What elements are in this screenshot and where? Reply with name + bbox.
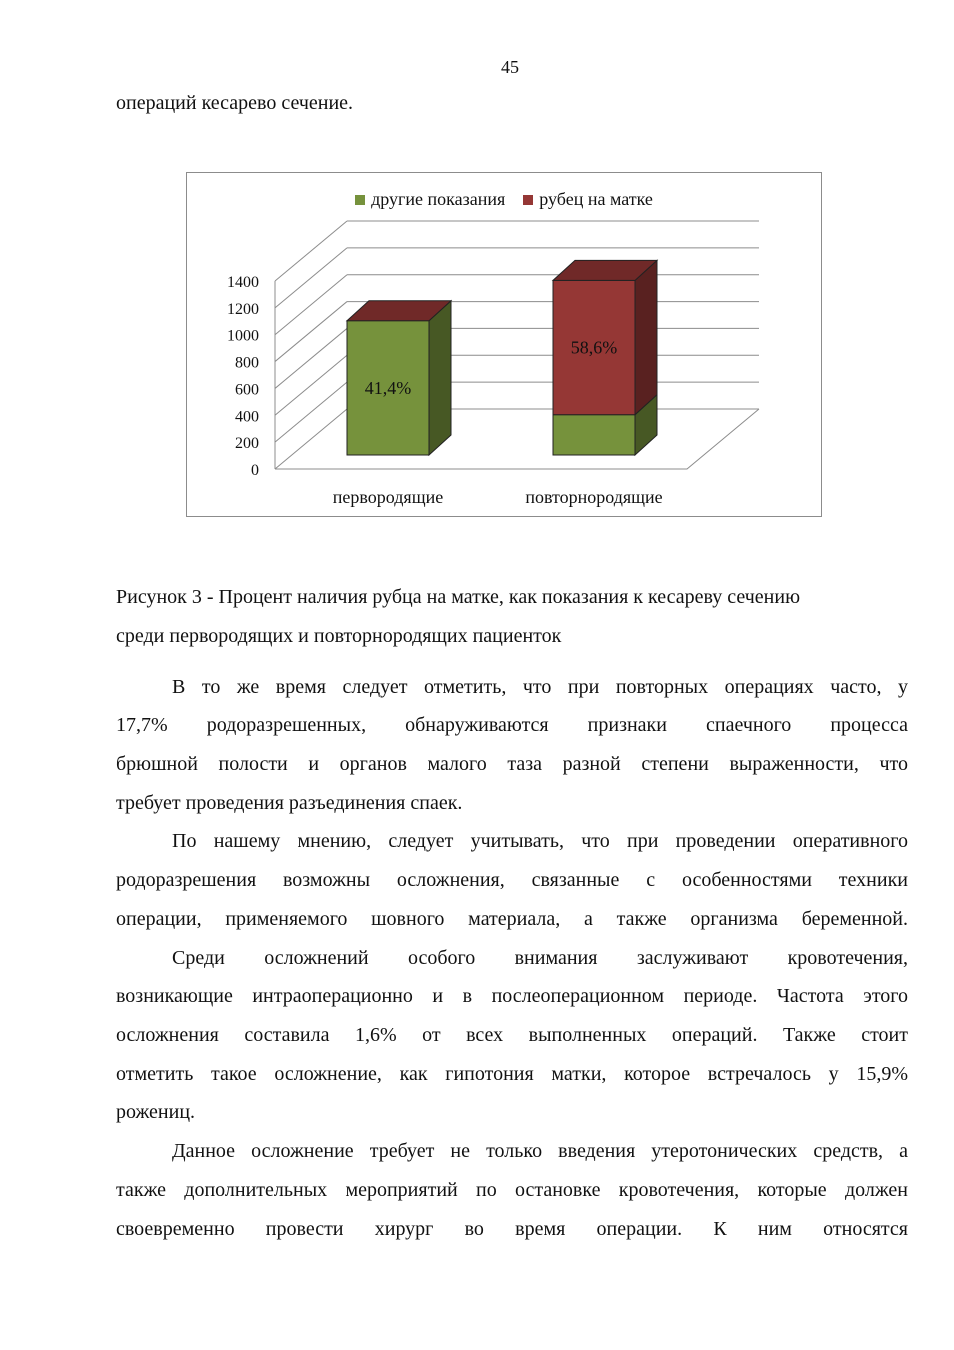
y-tick-label: 1400 xyxy=(227,274,259,291)
bar-side-other xyxy=(429,301,451,455)
data-label: 58,6% xyxy=(570,337,618,358)
grid-side-line xyxy=(275,328,347,388)
grid-side-line xyxy=(275,409,347,469)
paragraph-3-line-2: возникающие интраоперационно и в послеоперационном периоде. Частота этого xyxy=(116,985,908,1007)
x-tick-label: повторнородящие xyxy=(525,487,663,507)
paragraph-2-line-1: По нашему мнению, следует учитывать, что при проведении оперативного xyxy=(172,830,908,852)
paragraph-1-line-4: требует проведения разъединения спаек. xyxy=(116,792,463,814)
paragraph-3-line-3: осложнения составила 1,6% от всех выполненных операций. Также стоит xyxy=(116,1024,908,1046)
y-tick-label: 1200 xyxy=(227,300,259,318)
grid-side-line xyxy=(275,302,347,362)
grid-side-line xyxy=(275,248,347,308)
paragraph-2-line-2: родоразрешения возможны осложнения, связанные с особенностями техники xyxy=(116,869,908,891)
legend-label-scar: рубец на матке xyxy=(539,189,653,209)
paragraph-1-line-3: брюшной полости и органов малого таза разной степени выраженности, что xyxy=(116,753,908,775)
paragraph-3-line-1: Среди осложнений особого внимания заслуживают кровотечения, xyxy=(172,947,908,969)
grid-side-line xyxy=(275,382,347,442)
paragraph-2-line-3: операции, применяемого шовного материала, а также организма беременной. xyxy=(116,908,908,930)
paragraph-3-line-5: рожениц. xyxy=(116,1101,196,1123)
y-tick-label: 600 xyxy=(235,381,259,399)
grid-side-line xyxy=(275,355,347,415)
bar-front-other xyxy=(553,415,635,455)
y-tick-label: 400 xyxy=(235,408,259,426)
y-tick-label: 1000 xyxy=(227,327,259,345)
paragraph-1-line-1: В то же время следует отметить, что при повторных операциях часто, у xyxy=(172,676,908,698)
caption-line-2: среди первородящих и повторнородящих пациенток xyxy=(116,625,562,647)
chart-svg xyxy=(187,173,821,516)
paragraph-1-line-2: 17,7% родоразрешенных, обнаруживаются признаки спаечного процесса xyxy=(116,714,908,736)
paragraph-4-line-2: также дополнительных мероприятий по остановке кровотечения, которые должен xyxy=(116,1179,908,1201)
legend-label-other: другие показания xyxy=(371,189,506,209)
x-tick-label: первородящие xyxy=(332,487,444,507)
paragraph-4-line-3: своевременно провести хирург во время операции. К ним относятся xyxy=(116,1218,908,1240)
data-label: 41,4% xyxy=(364,377,412,398)
paragraph-4-line-1: Данное осложнение требует не только введения утеротонических средств, а xyxy=(172,1140,908,1162)
bar-side-scar xyxy=(635,260,657,414)
y-tick-label: 200 xyxy=(235,435,259,453)
caption-line-1: Рисунок 3 - Процент наличия рубца на матке, как показания к кесареву сечению xyxy=(116,586,801,608)
grid-side-line xyxy=(275,275,347,335)
chart xyxy=(186,172,822,517)
paragraph-3-line-4: отметить такое осложнение, как гипотония матки, которое встречалось у 15,9% xyxy=(116,1063,908,1085)
page-number: 45 xyxy=(501,57,519,77)
y-tick-label: 800 xyxy=(235,354,259,372)
y-tick-label: 0 xyxy=(251,462,259,479)
grid-side-line xyxy=(275,221,347,281)
intro-line: операций кесарево сечение. xyxy=(116,92,354,114)
